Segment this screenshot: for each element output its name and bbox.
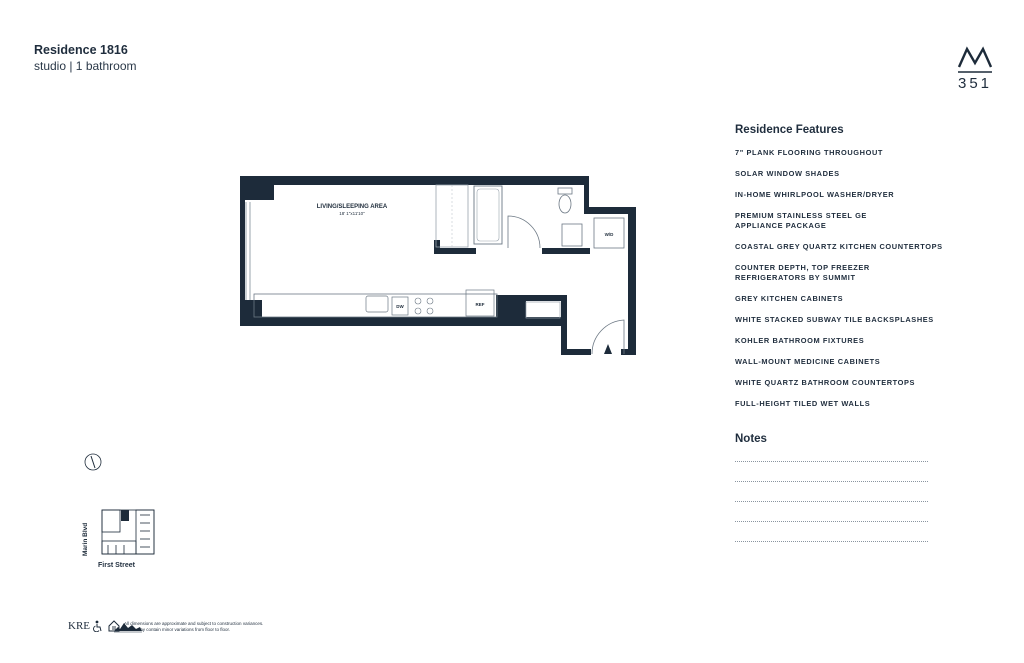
street-side-label: Marin Blvd — [82, 522, 89, 556]
dw-label: DW — [396, 304, 404, 309]
room-name-label: LIVING/SLEEPING AREA — [316, 204, 388, 210]
kre-logo: KRE — [68, 620, 90, 632]
features-list — [735, 148, 945, 409]
feature-item: WHITE STACKED SUBWAY TILE BACKSPLASHES — [735, 315, 934, 324]
disclaimer-line: Plans may contain minor variations from floor to floor. — [124, 626, 231, 632]
feature-item: WHITE QUARTZ BATHROOM COUNTERTOPS — [735, 378, 916, 387]
feature-item: COUNTER DEPTH, TOP FREEZER REFRIGERATORS BY SUMMIT — [735, 263, 870, 282]
feature-item: PREMIUM STAINLESS STEEL GE APPLIANCE PACKAGE — [735, 211, 867, 230]
feature-item: COASTAL GREY QUARTZ KITCHEN COUNTERTOPS — [735, 242, 943, 251]
ref-label: REF — [475, 302, 485, 307]
feature-item: GREY KITCHEN CABINETS — [735, 294, 844, 303]
feature-item: KOHLER BATHROOM FIXTURES — [735, 336, 865, 345]
north-arrow-icon — [83, 452, 103, 472]
street-bottom-label: First Street — [98, 562, 135, 569]
residence-title: Residence 1816 — [34, 43, 128, 57]
brand-number: 351 — [958, 75, 993, 92]
note-line[interactable] — [735, 521, 928, 522]
feature-item: WALL-MOUNT MEDICINE CABINETS — [735, 357, 881, 366]
equal-housing-icon — [108, 620, 120, 632]
feature-item: IN-HOME WHIRLPOOL WASHER/DRYER — [735, 190, 895, 199]
residence-subtitle: studio | 1 bathroom — [34, 59, 137, 73]
note-line[interactable] — [735, 481, 928, 482]
disclaimer — [124, 621, 294, 632]
feature-item: 7" PLANK FLOORING THROUGHOUT — [735, 148, 883, 157]
room-dims-label: 18' 1"x11'10" — [339, 211, 365, 216]
disclaimer-line: All dimensions are approximate and subject to construction variances. — [124, 621, 264, 626]
wd-label: W/D — [604, 232, 614, 237]
accessibility-icon — [92, 620, 102, 632]
notes-title: Notes — [735, 433, 767, 445]
note-line[interactable] — [735, 541, 928, 542]
floor-plan — [236, 172, 640, 362]
features-title: Residence Features — [735, 124, 844, 136]
note-line[interactable] — [735, 501, 928, 502]
feature-item: FULL-HEIGHT TILED WET WALLS — [735, 399, 871, 408]
note-line[interactable] — [735, 461, 928, 462]
feature-item: SOLAR WINDOW SHADES — [735, 169, 840, 178]
key-plan — [80, 505, 160, 560]
